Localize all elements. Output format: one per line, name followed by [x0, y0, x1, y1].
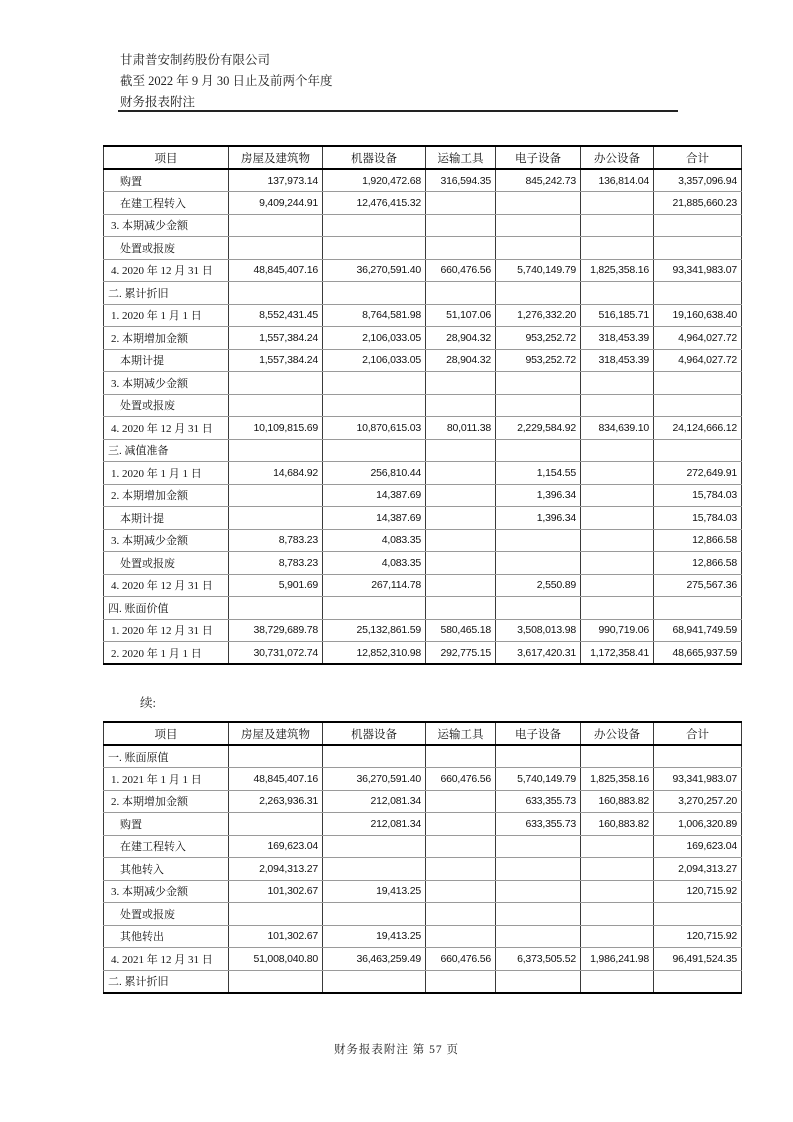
value-cell: 660,476.56: [426, 259, 496, 282]
value-cell: [581, 439, 654, 462]
table-row: [104, 484, 742, 507]
value-cell: [426, 372, 496, 395]
value-cell: [323, 237, 426, 260]
table-row: [104, 259, 742, 282]
value-cell: [496, 835, 581, 858]
column-header: 项目: [104, 146, 229, 169]
table-row: [104, 507, 742, 530]
row-label-cell: 处置或报废: [104, 903, 229, 926]
value-cell: 51,107.06: [426, 304, 496, 327]
row-label-cell: 本期计提: [104, 507, 229, 530]
table-row: [104, 745, 742, 768]
value-cell: 3,617,420.31: [496, 642, 581, 665]
table-row: [104, 813, 742, 836]
value-cell: 68,941,749.59: [654, 619, 742, 642]
row-label-cell: 处置或报废: [104, 237, 229, 260]
value-cell: 120,715.92: [654, 925, 742, 948]
value-cell: [323, 745, 426, 768]
value-cell: 2,263,936.31: [229, 790, 323, 813]
value-cell: 1,825,358.16: [581, 259, 654, 282]
value-cell: [229, 237, 323, 260]
value-cell: [496, 903, 581, 926]
value-cell: 3,357,096.94: [654, 169, 742, 192]
value-cell: 12,866.58: [654, 529, 742, 552]
value-cell: 8,783.23: [229, 529, 323, 552]
value-cell: 160,883.82: [581, 813, 654, 836]
value-cell: 953,252.72: [496, 349, 581, 372]
value-cell: [323, 282, 426, 305]
value-cell: [323, 394, 426, 417]
value-cell: [581, 903, 654, 926]
value-cell: 10,870,615.03: [323, 417, 426, 440]
value-cell: 1,986,241.98: [581, 948, 654, 971]
value-cell: 36,270,591.40: [323, 259, 426, 282]
document-header: [120, 50, 333, 113]
value-cell: 845,242.73: [496, 169, 581, 192]
value-cell: 1,825,358.16: [581, 768, 654, 791]
row-label-cell: 4. 2020 年 12 月 31 日: [104, 417, 229, 440]
value-cell: 316,594.35: [426, 169, 496, 192]
table-header-row: [104, 722, 742, 745]
value-cell: 80,011.38: [426, 417, 496, 440]
table-row: [104, 349, 742, 372]
value-cell: 38,729,689.78: [229, 619, 323, 642]
value-cell: 2,106,033.05: [323, 349, 426, 372]
value-cell: 275,567.36: [654, 574, 742, 597]
table-row: [104, 529, 742, 552]
value-cell: 318,453.39: [581, 327, 654, 350]
value-cell: 8,552,431.45: [229, 304, 323, 327]
value-cell: 30,731,072.74: [229, 642, 323, 665]
table-row: [104, 192, 742, 215]
value-cell: [426, 880, 496, 903]
continuation-label: 续:: [140, 696, 156, 710]
column-header: 房屋及建筑物: [229, 146, 323, 169]
value-cell: 9,409,244.91: [229, 192, 323, 215]
value-cell: 4,964,027.72: [654, 349, 742, 372]
column-header: 房屋及建筑物: [229, 722, 323, 745]
value-cell: [581, 529, 654, 552]
value-cell: 120,715.92: [654, 880, 742, 903]
value-cell: 160,883.82: [581, 790, 654, 813]
row-label-cell: 3. 本期减少金额: [104, 880, 229, 903]
value-cell: [496, 597, 581, 620]
value-cell: 272,649.91: [654, 462, 742, 485]
table-row: [104, 282, 742, 305]
value-cell: 1,557,384.24: [229, 349, 323, 372]
value-cell: 5,740,149.79: [496, 259, 581, 282]
value-cell: 1,006,320.89: [654, 813, 742, 836]
value-cell: [496, 552, 581, 575]
value-cell: [426, 970, 496, 993]
table-row: [104, 925, 742, 948]
value-cell: [229, 394, 323, 417]
table-row: [104, 574, 742, 597]
value-cell: 51,008,040.80: [229, 948, 323, 971]
value-cell: [581, 925, 654, 948]
value-cell: [654, 237, 742, 260]
fixed-assets-table-2021: [103, 721, 742, 994]
value-cell: [581, 484, 654, 507]
value-cell: 2,550.89: [496, 574, 581, 597]
row-label-cell: 3. 本期减少金额: [104, 529, 229, 552]
value-cell: 15,784.03: [654, 507, 742, 530]
value-cell: [426, 192, 496, 215]
row-label-cell: 本期计提: [104, 349, 229, 372]
value-cell: 633,355.73: [496, 790, 581, 813]
table-row: [104, 372, 742, 395]
column-header: 合计: [654, 722, 742, 745]
value-cell: 660,476.56: [426, 948, 496, 971]
report-period: 截至 2022 年 9 月 30 日止及前两个年度: [120, 74, 333, 88]
value-cell: [229, 970, 323, 993]
value-cell: 14,684.92: [229, 462, 323, 485]
value-cell: 1,276,332.20: [496, 304, 581, 327]
value-cell: 1,557,384.24: [229, 327, 323, 350]
value-cell: [581, 192, 654, 215]
value-cell: [654, 282, 742, 305]
table-row: [104, 768, 742, 791]
row-label-cell: 三. 减值准备: [104, 439, 229, 462]
value-cell: 19,413.25: [323, 880, 426, 903]
value-cell: [496, 214, 581, 237]
value-cell: [496, 880, 581, 903]
row-label-cell: 购置: [104, 813, 229, 836]
value-cell: 93,341,983.07: [654, 768, 742, 791]
row-label-cell: 其他转入: [104, 858, 229, 881]
value-cell: 101,302.67: [229, 880, 323, 903]
value-cell: [229, 484, 323, 507]
value-cell: [323, 439, 426, 462]
value-cell: [581, 745, 654, 768]
row-label-cell: 1. 2020 年 12 月 31 日: [104, 619, 229, 642]
value-cell: 169,623.04: [229, 835, 323, 858]
value-cell: 5,901.69: [229, 574, 323, 597]
value-cell: 48,845,407.16: [229, 259, 323, 282]
value-cell: 101,302.67: [229, 925, 323, 948]
table-row: [104, 858, 742, 881]
value-cell: 1,396.34: [496, 507, 581, 530]
row-label-cell: 3. 本期减少金额: [104, 372, 229, 395]
row-label-cell: 处置或报废: [104, 394, 229, 417]
value-cell: [229, 507, 323, 530]
value-cell: [426, 214, 496, 237]
value-cell: [496, 394, 581, 417]
value-cell: [581, 462, 654, 485]
value-cell: [323, 372, 426, 395]
value-cell: [581, 507, 654, 530]
value-cell: 834,639.10: [581, 417, 654, 440]
row-label-cell: 2. 2020 年 1 月 1 日: [104, 642, 229, 665]
value-cell: [581, 214, 654, 237]
table-row: [104, 214, 742, 237]
value-cell: 292,775.15: [426, 642, 496, 665]
fixed-assets-table-2020: [103, 145, 742, 665]
table-row: [104, 327, 742, 350]
value-cell: [426, 237, 496, 260]
value-cell: [229, 214, 323, 237]
table-row: [104, 903, 742, 926]
value-cell: [654, 439, 742, 462]
column-header: 机器设备: [323, 722, 426, 745]
value-cell: [496, 970, 581, 993]
company-name: 甘肃普安制药股份有限公司: [120, 53, 271, 67]
value-cell: [581, 394, 654, 417]
value-cell: 136,814.04: [581, 169, 654, 192]
table-row: [104, 552, 742, 575]
table-row: [104, 790, 742, 813]
row-label-cell: 1. 2020 年 1 月 1 日: [104, 304, 229, 327]
value-cell: 36,463,259.49: [323, 948, 426, 971]
value-cell: [496, 192, 581, 215]
value-cell: [323, 970, 426, 993]
row-label-cell: 4. 2020 年 12 月 31 日: [104, 574, 229, 597]
value-cell: [496, 237, 581, 260]
column-header: 机器设备: [323, 146, 426, 169]
value-cell: [581, 880, 654, 903]
table-row: [104, 237, 742, 260]
value-cell: [323, 858, 426, 881]
value-cell: 137,973.14: [229, 169, 323, 192]
header-rule: [118, 110, 678, 112]
value-cell: 5,740,149.79: [496, 768, 581, 791]
value-cell: [426, 507, 496, 530]
value-cell: [496, 925, 581, 948]
value-cell: 4,083.35: [323, 529, 426, 552]
value-cell: [426, 925, 496, 948]
value-cell: 8,764,581.98: [323, 304, 426, 327]
value-cell: [323, 597, 426, 620]
value-cell: [426, 552, 496, 575]
value-cell: [654, 597, 742, 620]
value-cell: [426, 813, 496, 836]
value-cell: 25,132,861.59: [323, 619, 426, 642]
column-header: 办公设备: [581, 146, 654, 169]
value-cell: 4,083.35: [323, 552, 426, 575]
value-cell: [581, 552, 654, 575]
value-cell: [654, 970, 742, 993]
value-cell: [426, 462, 496, 485]
value-cell: 14,387.69: [323, 507, 426, 530]
value-cell: [581, 237, 654, 260]
row-label-cell: 4. 2020 年 12 月 31 日: [104, 259, 229, 282]
value-cell: 212,081.34: [323, 790, 426, 813]
value-cell: 48,665,937.59: [654, 642, 742, 665]
value-cell: 12,852,310.98: [323, 642, 426, 665]
row-label-cell: 4. 2021 年 12 月 31 日: [104, 948, 229, 971]
value-cell: 96,491,524.35: [654, 948, 742, 971]
table-row: [104, 439, 742, 462]
row-label-cell: 其他转出: [104, 925, 229, 948]
value-cell: 169,623.04: [654, 835, 742, 858]
table-row: [104, 597, 742, 620]
value-cell: [654, 903, 742, 926]
value-cell: [496, 372, 581, 395]
value-cell: [581, 835, 654, 858]
value-cell: [496, 282, 581, 305]
value-cell: 516,185.71: [581, 304, 654, 327]
value-cell: [581, 282, 654, 305]
value-cell: 212,081.34: [323, 813, 426, 836]
value-cell: 2,094,313.27: [229, 858, 323, 881]
column-header: 项目: [104, 722, 229, 745]
row-label-cell: 在建工程转入: [104, 192, 229, 215]
column-header: 运输工具: [426, 722, 496, 745]
value-cell: 256,810.44: [323, 462, 426, 485]
value-cell: 953,252.72: [496, 327, 581, 350]
row-label-cell: 1. 2021 年 1 月 1 日: [104, 768, 229, 791]
value-cell: 12,476,415.32: [323, 192, 426, 215]
row-label-cell: 二. 累计折旧: [104, 282, 229, 305]
value-cell: 2,106,033.05: [323, 327, 426, 350]
column-header: 运输工具: [426, 146, 496, 169]
value-cell: 2,229,584.92: [496, 417, 581, 440]
value-cell: 2,094,313.27: [654, 858, 742, 881]
value-cell: [229, 439, 323, 462]
table-row: [104, 880, 742, 903]
value-cell: [229, 745, 323, 768]
value-cell: 1,396.34: [496, 484, 581, 507]
value-cell: [581, 858, 654, 881]
value-cell: [426, 858, 496, 881]
value-cell: 10,109,815.69: [229, 417, 323, 440]
table-row: [104, 642, 742, 665]
value-cell: 267,114.78: [323, 574, 426, 597]
value-cell: [654, 214, 742, 237]
table-row: [104, 417, 742, 440]
value-cell: 1,172,358.41: [581, 642, 654, 665]
table-row: [104, 948, 742, 971]
document-title: 财务报表附注: [120, 95, 196, 109]
table-row: [104, 970, 742, 993]
row-label-cell: 2. 本期增加金额: [104, 484, 229, 507]
value-cell: [426, 282, 496, 305]
value-cell: [229, 372, 323, 395]
table-row: [104, 835, 742, 858]
row-label-cell: 二. 累计折旧: [104, 970, 229, 993]
value-cell: 4,964,027.72: [654, 327, 742, 350]
value-cell: 28,904.32: [426, 327, 496, 350]
value-cell: [426, 597, 496, 620]
value-cell: 21,885,660.23: [654, 192, 742, 215]
value-cell: [426, 745, 496, 768]
value-cell: [496, 439, 581, 462]
value-cell: [229, 903, 323, 926]
value-cell: [323, 903, 426, 926]
value-cell: [581, 597, 654, 620]
value-cell: 633,355.73: [496, 813, 581, 836]
value-cell: [426, 394, 496, 417]
column-header: 电子设备: [496, 722, 581, 745]
table-row: [104, 169, 742, 192]
value-cell: 36,270,591.40: [323, 768, 426, 791]
value-cell: [581, 970, 654, 993]
value-cell: [496, 858, 581, 881]
row-label-cell: 购置: [104, 169, 229, 192]
value-cell: [229, 597, 323, 620]
value-cell: 8,783.23: [229, 552, 323, 575]
table-row: [104, 462, 742, 485]
value-cell: 580,465.18: [426, 619, 496, 642]
table-header-row: [104, 146, 742, 169]
row-label-cell: 一. 账面原值: [104, 745, 229, 768]
value-cell: 318,453.39: [581, 349, 654, 372]
value-cell: 3,270,257.20: [654, 790, 742, 813]
row-label-cell: 四. 账面价值: [104, 597, 229, 620]
value-cell: 15,784.03: [654, 484, 742, 507]
value-cell: 93,341,983.07: [654, 259, 742, 282]
value-cell: [426, 439, 496, 462]
column-header: 合计: [654, 146, 742, 169]
value-cell: [581, 372, 654, 395]
value-cell: 1,154.55: [496, 462, 581, 485]
row-label-cell: 3. 本期减少金额: [104, 214, 229, 237]
value-cell: 6,373,505.52: [496, 948, 581, 971]
value-cell: [654, 394, 742, 417]
value-cell: [426, 574, 496, 597]
table-row: [104, 304, 742, 327]
table-row: [104, 619, 742, 642]
value-cell: 990,719.06: [581, 619, 654, 642]
value-cell: [426, 903, 496, 926]
table-row: [104, 394, 742, 417]
column-header: 办公设备: [581, 722, 654, 745]
value-cell: 14,387.69: [323, 484, 426, 507]
value-cell: 3,508,013.98: [496, 619, 581, 642]
value-cell: [323, 214, 426, 237]
value-cell: [323, 835, 426, 858]
value-cell: [581, 574, 654, 597]
value-cell: 19,413.25: [323, 925, 426, 948]
row-label-cell: 2. 本期增加金额: [104, 327, 229, 350]
value-cell: 48,845,407.16: [229, 768, 323, 791]
page-footer: 财务报表附注 第 57 页: [333, 1044, 460, 1056]
value-cell: [654, 745, 742, 768]
value-cell: 660,476.56: [426, 768, 496, 791]
value-cell: [426, 835, 496, 858]
value-cell: [426, 790, 496, 813]
column-header: 电子设备: [496, 146, 581, 169]
value-cell: [496, 745, 581, 768]
value-cell: 12,866.58: [654, 552, 742, 575]
row-label-cell: 1. 2020 年 1 月 1 日: [104, 462, 229, 485]
value-cell: 24,124,666.12: [654, 417, 742, 440]
row-label-cell: 处置或报废: [104, 552, 229, 575]
value-cell: [496, 529, 581, 552]
value-cell: [426, 484, 496, 507]
value-cell: [654, 372, 742, 395]
value-cell: 28,904.32: [426, 349, 496, 372]
value-cell: [229, 282, 323, 305]
row-label-cell: 2. 本期增加金额: [104, 790, 229, 813]
value-cell: [229, 813, 323, 836]
value-cell: [426, 529, 496, 552]
value-cell: 19,160,638.40: [654, 304, 742, 327]
value-cell: 1,920,472.68: [323, 169, 426, 192]
row-label-cell: 在建工程转入: [104, 835, 229, 858]
